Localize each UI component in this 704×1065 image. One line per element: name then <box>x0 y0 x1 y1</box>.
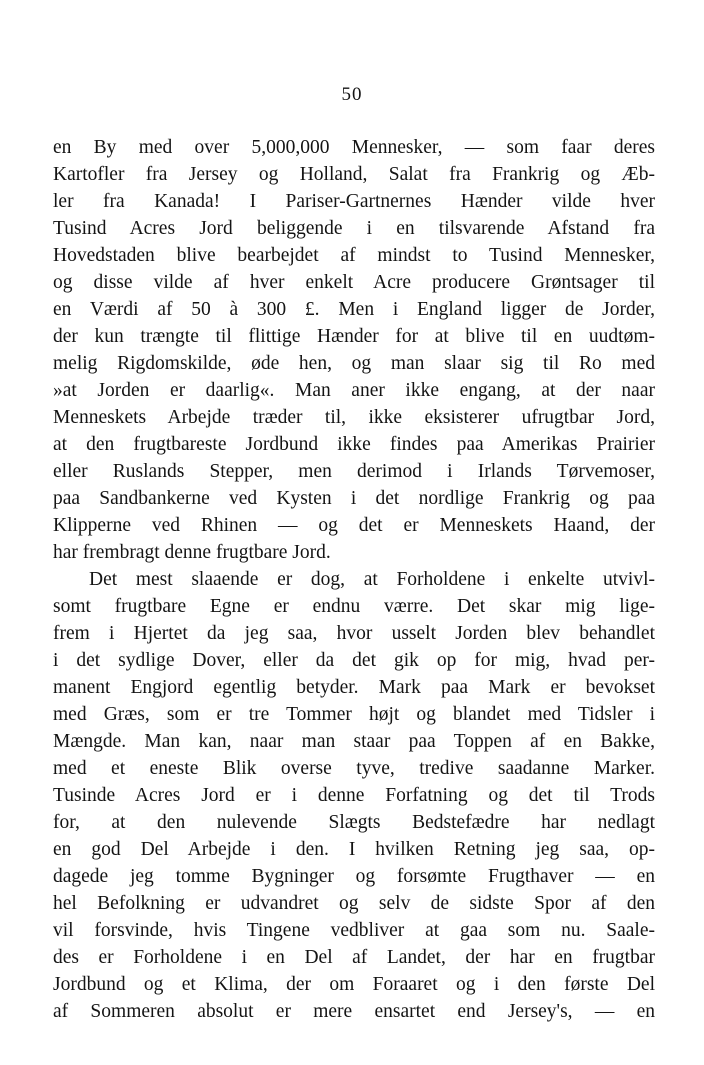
text-line: at den frugtbareste Jordbund ikke findes paa Amerikas Prairier <box>53 434 655 455</box>
text-line: Mængde. Man kan, naar man staar paa Toppen af en Bakke, <box>53 731 655 752</box>
text-line: vil forsvinde, hvis Tingene vedbliver at gaa som nu. Saale- <box>53 920 655 941</box>
text-block <box>53 134 655 1025</box>
text-line: for, at den nulevende Slægts Bedstefædre har nedlagt <box>53 812 655 833</box>
text-line: Jordbund og et Klima, der om Foraaret og i den første Del <box>53 974 655 995</box>
text-line: melig Rigdomskilde, øde hen, og man slaar sig til Ro med <box>53 353 655 374</box>
text-line: Klipperne ved Rhinen — og det er Menneskets Haand, der <box>53 515 655 536</box>
text-line: dagede jeg tomme Bygninger og forsømte Frugthaver — en <box>53 866 655 887</box>
text-line: ler fra Kanada! I Pariser-Gartnernes Hænder vilde hver <box>53 191 655 212</box>
text-line: en Værdi af 50 à 300 £. Men i England ligger de Jorder, <box>53 299 655 320</box>
text-line: frem i Hjertet da jeg saa, hvor usselt Jorden blev behandlet <box>53 623 655 644</box>
text-line: somt frugtbare Egne er endnu værre. Det skar mig lige- <box>53 596 655 617</box>
text-line: og disse vilde af hver enkelt Acre producere Grøntsager til <box>53 272 655 293</box>
text-line: Menneskets Arbejde træder til, ikke eksisterer ufrugtbar Jord, <box>53 407 655 428</box>
text-line: des er Forholdene i en Del af Landet, der har en frugtbar <box>53 947 655 968</box>
text-line: Tusind Acres Jord beliggende i en tilsvarende Afstand fra <box>53 218 655 239</box>
text-line: eller Ruslands Stepper, men derimod i Irlands Tørvemoser, <box>53 461 655 482</box>
paragraph-2 <box>53 566 655 1025</box>
text-line: af Sommeren absolut er mere ensartet end Jersey's, — en <box>53 1001 655 1022</box>
text-line: Hovedstaden blive bearbejdet af mindst to Tusind Mennesker, <box>53 245 655 266</box>
text-line: »at Jorden er daarlig«. Man aner ikke engang, at der naar <box>53 380 655 401</box>
text-line: en god Del Arbejde i den. I hvilken Retning jeg saa, op- <box>53 839 655 860</box>
text-line: med et eneste Blik overse tyve, tredive saadanne Marker. <box>53 758 655 779</box>
text-line: har frembragt denne frugtbare Jord. <box>53 542 331 563</box>
text-line: i det sydlige Dover, eller da det gik op for mig, hvad per- <box>53 650 655 671</box>
text-line: manent Engjord egentlig betyder. Mark paa Mark er bevokset <box>53 677 655 698</box>
page-number: 50 <box>341 84 363 105</box>
paragraph-1 <box>53 134 655 566</box>
text-line: Tusinde Acres Jord er i denne Forfatning og det til Trods <box>53 785 655 806</box>
text-line: med Græs, som er tre Tommer højt og blandet med Tidsler i <box>53 704 655 725</box>
text-line: Kartofler fra Jersey og Holland, Salat fra Frankrig og Æb- <box>53 164 655 185</box>
text-line: en By med over 5,000,000 Mennesker, — som faar deres <box>53 137 655 158</box>
text-line: paa Sandbankerne ved Kysten i det nordlige Frankrig og paa <box>53 488 655 509</box>
text-line: hel Befolkning er udvandret og selv de sidste Spor af den <box>53 893 655 914</box>
text-line: Det mest slaaende er dog, at Forholdene i enkelte utvivl- <box>89 569 655 590</box>
text-line: der kun trængte til flittige Hænder for at blive til en uudtøm- <box>53 326 655 347</box>
